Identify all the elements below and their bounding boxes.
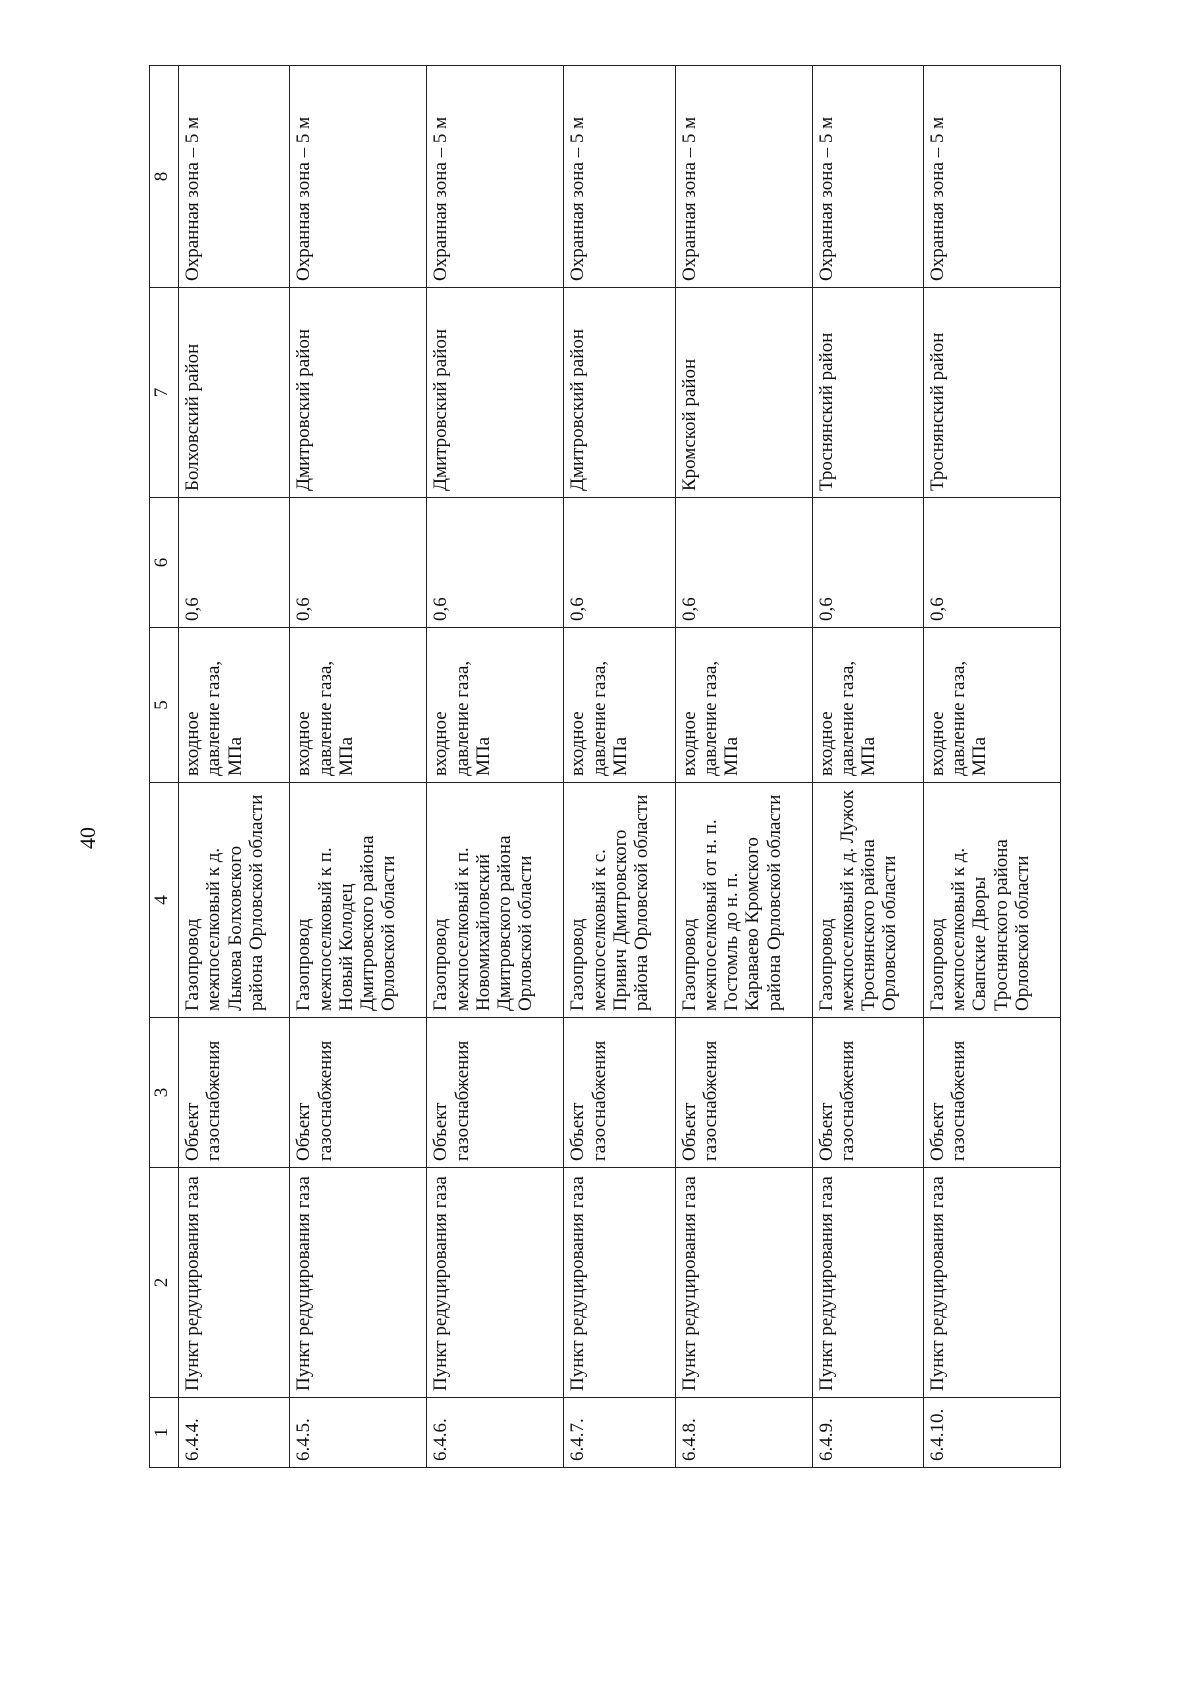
table-cell: Объект газоснабжения [675, 1018, 812, 1168]
row-number-cell: 6.4.6. [427, 1398, 564, 1468]
table-cell: входное давление газа, МПа [564, 628, 675, 783]
table-cell: Охранная зона – 5 м [923, 66, 1060, 288]
row-number-cell: 6.4.10. [923, 1398, 1060, 1468]
table-cell: Пункт редуцирования газа [812, 1168, 923, 1398]
column-header: 4 [150, 783, 179, 1018]
column-header: 5 [150, 628, 179, 783]
gas-facilities-table [149, 65, 1061, 1468]
table-cell: Пункт редуцирования газа [179, 1168, 290, 1398]
column-header: 1 [150, 1398, 179, 1468]
table-row [675, 66, 812, 1468]
table-cell: Объект газоснабжения [923, 1018, 1060, 1168]
table-cell: Пункт редуцирования газа [290, 1168, 427, 1398]
table-header-row [150, 66, 179, 1468]
column-header: 8 [150, 66, 179, 288]
table-cell: входное давление газа, МПа [675, 628, 812, 783]
table-cell: входное давление газа, МПа [923, 628, 1060, 783]
table-cell: Троснянский район [923, 288, 1060, 498]
table-cell: Троснянский район [812, 288, 923, 498]
page-number: 40 [75, 827, 100, 849]
table-cell: входное давление газа, МПа [179, 628, 290, 783]
table-row [427, 66, 564, 1468]
table-cell: 0,6 [923, 498, 1060, 628]
table-cell: Дмитровский район [427, 288, 564, 498]
table-cell: Объект газоснабжения [564, 1018, 675, 1168]
table-cell: Газопровод межпоселковый к д. Лужок Троснянского района Орловской области [812, 783, 923, 1018]
table-cell: Пункт редуцирования газа [675, 1168, 812, 1398]
table-row [179, 66, 290, 1468]
column-header: 2 [150, 1168, 179, 1398]
table-cell: Газопровод межпоселковый к д. Свапские Дворы Троснянского района Орловской области [923, 783, 1060, 1018]
table-cell: Пункт редуцирования газа [923, 1168, 1060, 1398]
table-cell: 0,6 [564, 498, 675, 628]
row-number-cell: 6.4.7. [564, 1398, 675, 1468]
column-header: 7 [150, 288, 179, 498]
table-cell: Пункт редуцирования газа [564, 1168, 675, 1398]
table-cell: Охранная зона – 5 м [179, 66, 290, 288]
table-cell: 0,6 [812, 498, 923, 628]
rotated-table-container [149, 66, 1061, 1468]
table-cell: входное давление газа, МПа [812, 628, 923, 783]
table-row [290, 66, 427, 1468]
table-cell: Газопровод межпоселковый от н. п. Гостомль до н. п. Караваево Кромского района Орловской области [675, 783, 812, 1018]
table-cell: Объект газоснабжения [427, 1018, 564, 1168]
table-cell: Газопровод межпоселковый к д. Лыкова Болховского района Орловской области [179, 783, 290, 1018]
table-cell: Охранная зона – 5 м [290, 66, 427, 288]
table-cell: входное давление газа, МПа [427, 628, 564, 783]
table-cell: Объект газоснабжения [290, 1018, 427, 1168]
table-cell: Болховский район [179, 288, 290, 498]
table-cell: Охранная зона – 5 м [812, 66, 923, 288]
table-cell: Объект газоснабжения [812, 1018, 923, 1168]
table-cell: 0,6 [290, 498, 427, 628]
table-cell: входное давление газа, МПа [290, 628, 427, 783]
table-row [564, 66, 675, 1468]
table-cell: Пункт редуцирования газа [427, 1168, 564, 1398]
row-number-cell: 6.4.4. [179, 1398, 290, 1468]
row-number-cell: 6.4.5. [290, 1398, 427, 1468]
table-cell: 0,6 [427, 498, 564, 628]
table-cell: Дмитровский район [290, 288, 427, 498]
table-cell: Охранная зона – 5 м [427, 66, 564, 288]
table-row [923, 66, 1060, 1468]
table-cell: Охранная зона – 5 м [564, 66, 675, 288]
table-cell: Дмитровский район [564, 288, 675, 498]
column-header: 6 [150, 498, 179, 628]
row-number-cell: 6.4.8. [675, 1398, 812, 1468]
table-row [812, 66, 923, 1468]
table-cell: Охранная зона – 5 м [675, 66, 812, 288]
table-cell: 0,6 [675, 498, 812, 628]
table-cell: Кромской район [675, 288, 812, 498]
table-cell: Газопровод межпоселковый к с. Привич Дмитровского района Орловской области [564, 783, 675, 1018]
table-cell: Газопровод межпоселковый к п. Новомихайловский Дмитровского района Орловской области [427, 783, 564, 1018]
table-cell: Газопровод межпоселковый к п. Новый Колодец Дмитровского района Орловской области [290, 783, 427, 1018]
row-number-cell: 6.4.9. [812, 1398, 923, 1468]
column-header: 3 [150, 1018, 179, 1168]
table-cell: Объект газоснабжения [179, 1018, 290, 1168]
table-cell: 0,6 [179, 498, 290, 628]
